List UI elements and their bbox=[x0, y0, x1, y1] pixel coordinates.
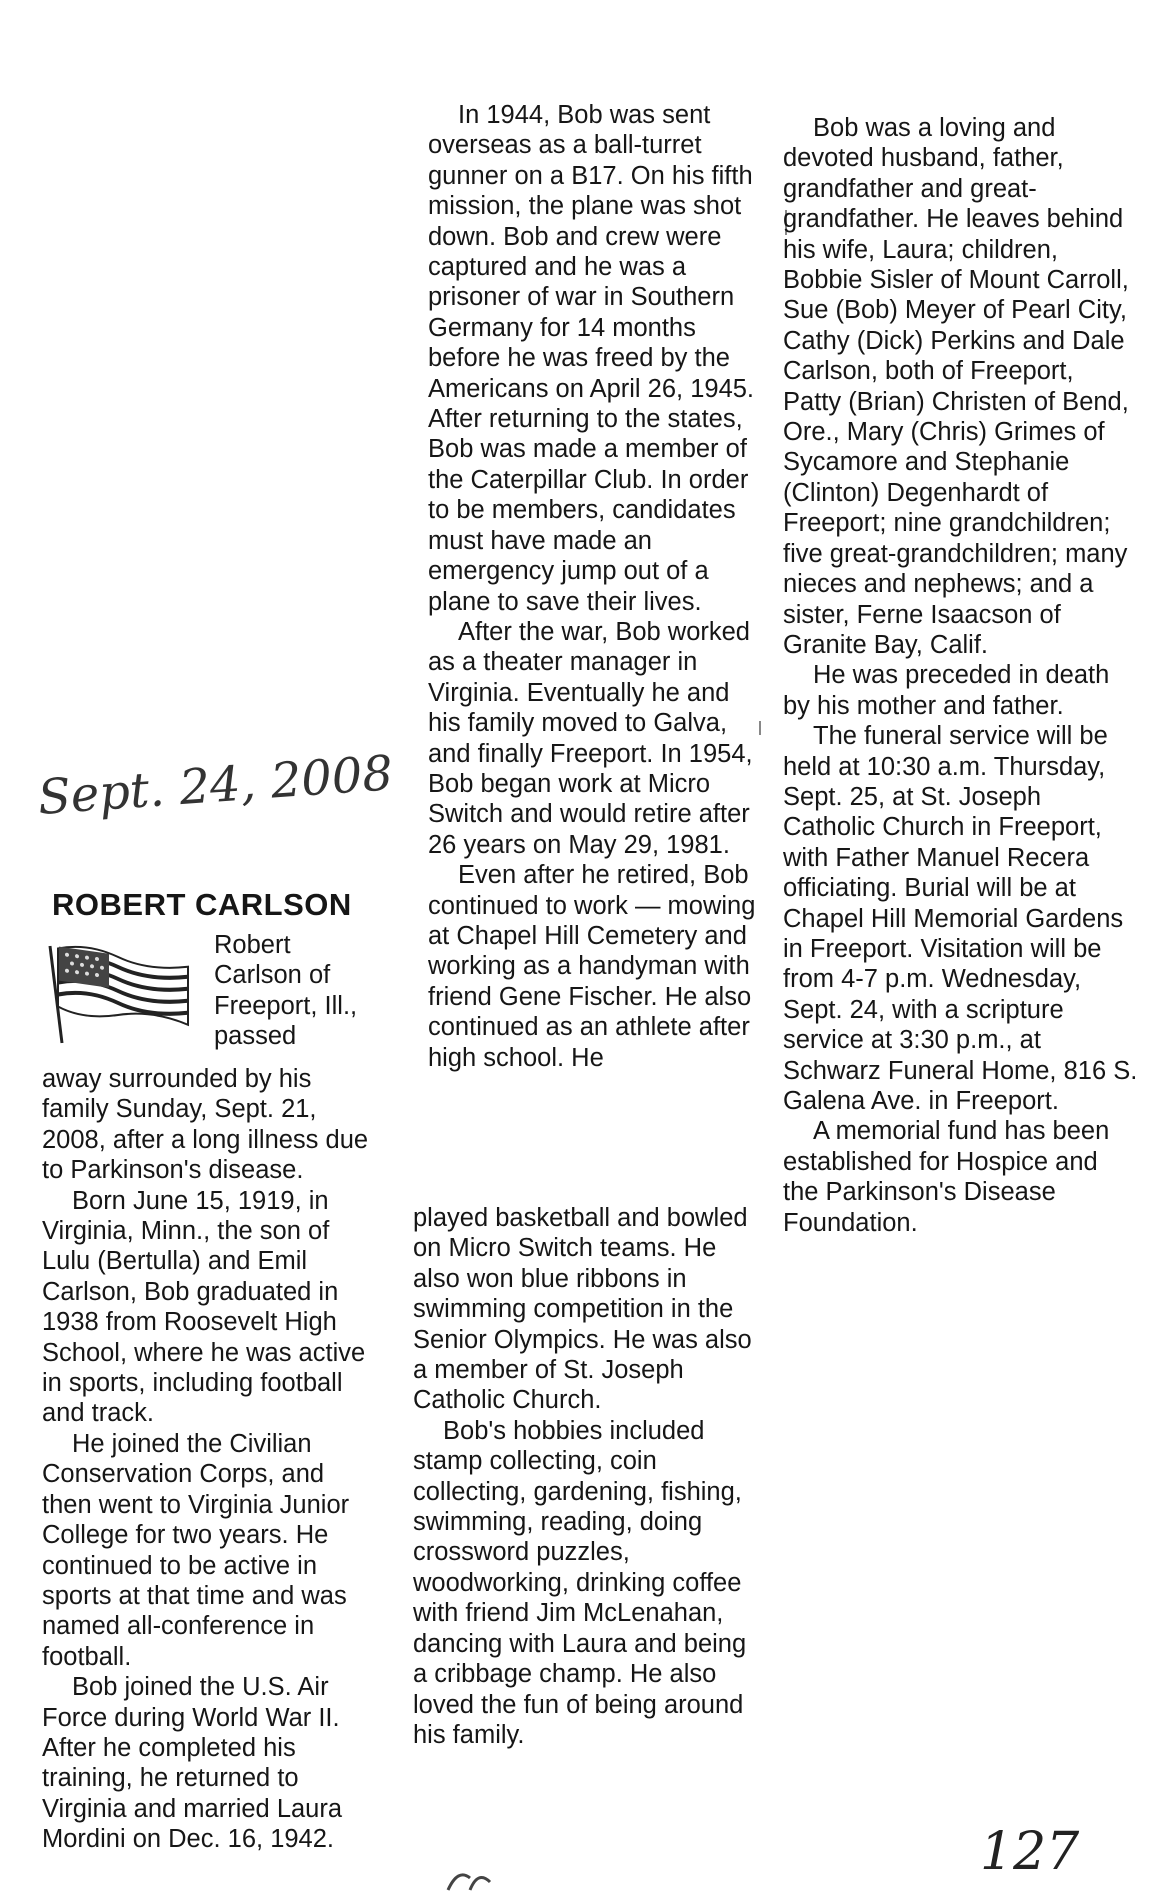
paragraph: away surrounded by his family Sunday, Sept. 21, 2008, after a long illness due to Parkinson's disease. bbox=[42, 1065, 369, 1185]
column-3 bbox=[783, 113, 1138, 1238]
paragraph: played basketball and bowled on Micro Switch teams. He also won blue ribbons in swimming competition in the Senior Olympics. He was also a member of St. Joseph Catholic Church. bbox=[413, 1204, 752, 1415]
paragraph: Even after he retired, Bob continued to work — mowing at Chapel Hill Cemetery and working as a handyman with friend Gene Fischer. He also continued as an athlete after high school. He bbox=[428, 861, 756, 1072]
column-1 bbox=[42, 1064, 372, 1855]
paragraph: After the war, Bob worked as a theater manager in Virginia. Eventually he and his family moved to Galva, and finally Freeport. In 1954, Bob began work at Micro Switch and would retire after 26 years on May 29, 1981. bbox=[428, 617, 753, 859]
paragraph: In 1944, Bob was sent overseas as a ball-turret gunner on a B17. On his fifth mission, the plane was shot down. Bob and crew were captured and he was a prisoner of war in Southern Germany for 14 months before he was freed by the Americans on April 26, 1945. After returning to the states, Bob was made a member of the Caterpillar Club. In order to be members, candidates must have made an emergency jump out of a plane to save their lives. bbox=[428, 101, 755, 616]
paragraph: Bob was a loving and devoted husband, father, grandfather and great-grandfather. He leaves behind his wife, Laura; children, Bobbie Sisler of Mount Carroll, Sue (Bob) Meyer of Pearl City, Cathy (Dick) Perkins and Dale Carlson, both of Freeport, Patty (Brian) Christen of Bend, Ore., Mary (Chris) Grimes of Sycamore and Stephanie (Clinton) Degenhardt of Freeport; nine grandchildren; five great-grandchildren; many nieces and nephews; and a sister, Ferne Isaacson of Granite Bay, Calif. bbox=[783, 114, 1129, 659]
column-2-top bbox=[428, 100, 768, 1073]
paragraph: Bob's hobbies included stamp collecting, coin collecting, gardening, fishing, swimming, reading, doing crossword puzzles, woodworking, drinking coffee with friend Jim McLenahan, dancing with Laura and being a cribbage champ. He also loved the fun of being around his family. bbox=[413, 1416, 747, 1749]
paragraph: He was preceded in death by his mother and father. bbox=[783, 661, 1110, 720]
paragraph: A memorial fund has been established for Hospice and the Parkinson's Disease Foundation. bbox=[783, 1117, 1110, 1237]
handwritten-page-number: 127 bbox=[980, 1822, 1080, 1882]
american-flag-icon bbox=[40, 938, 200, 1048]
paragraph: Bob joined the U.S. Air Force during World War II. After he completed his training, he returned to Virginia and married Laura Mordini on Dec. 16, 1942. bbox=[42, 1673, 343, 1854]
handwritten-date: Sept. 24, 2008 bbox=[36, 745, 395, 826]
column-2-bottom bbox=[413, 1203, 753, 1750]
paragraph: The funeral service will be held at 10:30 a.m. Thursday, Sept. 25, at St. Joseph Catholic Church in Freeport, with Father Manuel Recera officiating. Burial will be at Chapel Hill Memorial Gardens in Freeport. Visitation will be from 4-7 p.m. Wednesday, Sept. 24, with a scripture service at 3:30 p.m., at Schwarz Funeral Home, 816 S. Galena Ave. in Freeport. bbox=[783, 722, 1138, 1115]
paragraph: He joined the Civilian Conservation Corps, and then went to Virginia Junior College for two years. He continued to be active in sports at that time and was named all-conference in football. bbox=[42, 1429, 350, 1671]
obituary-intro: Robert Carlson of Freeport, Ill., passed bbox=[214, 931, 358, 1051]
obituary-headline: ROBERT CARLSON bbox=[52, 887, 352, 922]
paragraph: Born June 15, 1919, in Virginia, Minn., the son of Lulu (Bertulla) and Emil Carlson, Bob graduated in 1938 from Roosevelt High School, where he was active in sports, including football and track. bbox=[42, 1186, 366, 1428]
